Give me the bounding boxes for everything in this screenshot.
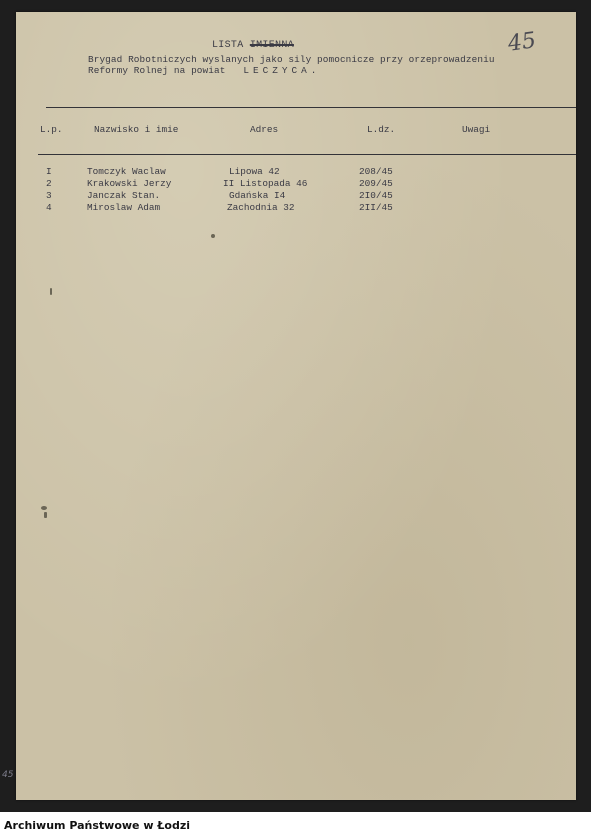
table-top-rule bbox=[46, 107, 576, 108]
row-name: Janczak Stan. bbox=[87, 190, 161, 201]
archive-name: Archiwum Państwowe w Łodzi bbox=[4, 819, 191, 832]
row-address: II Listopada 46 bbox=[223, 178, 308, 189]
row-name: Tomczyk Waclaw bbox=[87, 166, 166, 177]
row-name: Krakowski Jerzy bbox=[87, 178, 172, 189]
corner-note: 45 bbox=[2, 770, 14, 780]
row-lp: 2 bbox=[46, 178, 52, 189]
table-row bbox=[16, 166, 576, 178]
column-header-address: Adres bbox=[250, 124, 279, 135]
table-row bbox=[16, 190, 576, 202]
row-ldz: 2II/45 bbox=[359, 202, 393, 213]
title-word-lista: LISTA bbox=[212, 40, 244, 51]
row-name: Miroslaw Adam bbox=[87, 202, 161, 213]
table-row bbox=[16, 202, 576, 214]
paper-speck bbox=[211, 234, 215, 238]
row-address: Gdańska I4 bbox=[229, 190, 286, 201]
row-ldz: 209/45 bbox=[359, 178, 393, 189]
row-ldz: 2I0/45 bbox=[359, 190, 393, 201]
row-ldz: 208/45 bbox=[359, 166, 393, 177]
column-header-ldz: L.dz. bbox=[367, 124, 396, 135]
table-header-rule bbox=[38, 154, 576, 155]
document-title bbox=[212, 40, 294, 51]
column-header-name: Nazwisko i imie bbox=[94, 124, 179, 135]
row-lp: 3 bbox=[46, 190, 52, 201]
column-header-notes: Uwagi bbox=[462, 124, 491, 135]
document-subtitle-line1: Brygad Robotniczych wyslanych jako sily pomocnicze przy orzeprowadzeniu bbox=[88, 54, 495, 65]
archive-footer bbox=[0, 812, 591, 840]
row-address: Zachodnia 32 bbox=[227, 202, 295, 213]
document-page bbox=[16, 12, 576, 800]
row-address: Lipowa 42 bbox=[229, 166, 280, 177]
handwritten-page-number: 45 bbox=[506, 28, 538, 57]
column-header-lp: L.p. bbox=[40, 124, 63, 135]
title-word-imienna: IMIENNA bbox=[249, 40, 294, 51]
powiat-name: LECZYCA. bbox=[243, 65, 321, 76]
paper-speck bbox=[50, 288, 52, 295]
table-row bbox=[16, 178, 576, 190]
row-lp: I bbox=[46, 166, 52, 177]
paper-speck bbox=[44, 512, 47, 518]
subtitle-line2-text: Reformy Rolnej na powiat bbox=[88, 65, 226, 76]
row-lp: 4 bbox=[46, 202, 52, 213]
document-subtitle-line2 bbox=[88, 65, 320, 76]
paper-speck bbox=[41, 506, 47, 510]
